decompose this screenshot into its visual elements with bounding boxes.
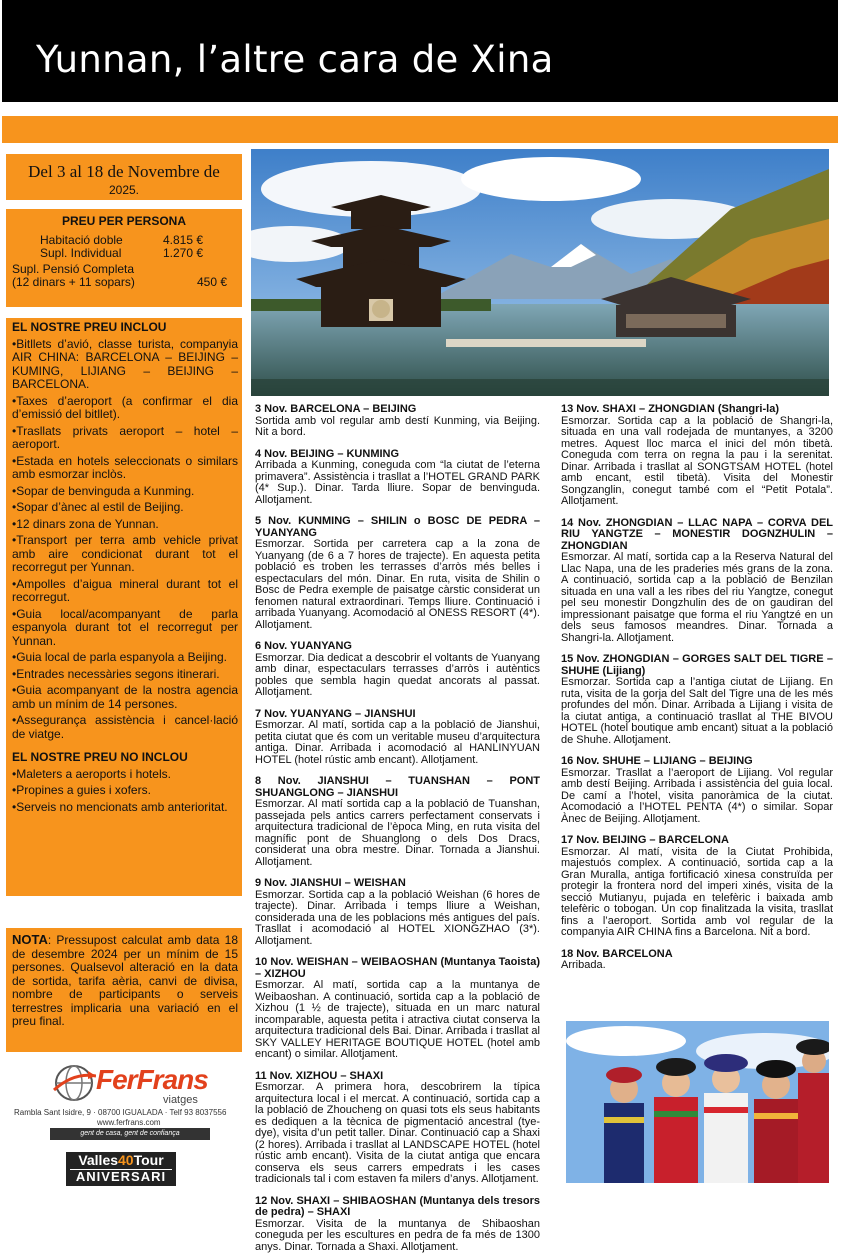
- anniversary-badge: [66, 1152, 176, 1186]
- itinerary-day: [255, 516, 540, 631]
- day-heading: 15 Nov. ZHONGDIAN – GORGES SALT DEL TIGRE – SHUHE (Lijiang): [561, 653, 833, 677]
- day-text: Arribada a Kunming, coneguda com “la ciutat de l’eterna primavera”. Assistència i trasllat a l’HOTEL GRAND PARK (4* Sup.). Dinar. Tarda lliure. Sopar de benvinguda. Allotjament.: [255, 459, 540, 506]
- day-heading: 16 Nov. SHUHE – LIJIANG – BEIJING: [561, 755, 753, 767]
- price-box: [6, 209, 242, 307]
- price-row-double: [40, 233, 240, 247]
- includes-item: •Entrades necessàries segons itinerari.: [12, 668, 238, 682]
- pagoda-lake-photo: [251, 149, 829, 396]
- agency-name: FerFrans: [96, 1064, 208, 1096]
- includes-item: •Trasllats privats aeroport – hotel – aeroport.: [12, 425, 238, 452]
- excludes-item: •Serveis no mencionats amb anterioritat.: [12, 801, 238, 815]
- day-heading: 14 Nov. ZHONGDIAN – LLAC NAPA – CORVA DEL RIU YANGTZE – MONESTIR DOGNZHULIN – ZHONGDIAN: [561, 517, 833, 552]
- itinerary-day: [561, 404, 833, 508]
- day-text: Esmorzar. Visita de la muntanya de Shibaoshan coneguda per les escultures en pedra de fa més de 1300 anys. Dinar. Tornada a Shaxi. Allotjament.: [255, 1218, 540, 1253]
- itinerary-day: [255, 709, 540, 767]
- day-text: Esmorzar. Sortida cap a l’antiga ciutat de Lijiang. En ruta, visita de la gorja del Salt del Tigre una de les més profundes del món. Dinar. Arribada a Lijiang i visita de la ciutat antiga, a continuació trasllat al THE BIVOU HOTEL (hotel boutique amb encant) situat a la població de Shuhe. Allotjament.: [561, 676, 833, 746]
- price-label: Habitació doble: [40, 233, 123, 247]
- note-text: [12, 933, 238, 1029]
- price-title: PREU PER PERSONA: [6, 214, 242, 228]
- excludes-title: EL NOSTRE PREU NO INCLOU: [12, 751, 238, 765]
- day-heading: 18 Nov. BARCELONA: [561, 948, 673, 960]
- day-text: Esmorzar. Trasllat a l’aeroport de Lijiang. Vol regular amb destí Beijing. Arribada i assistència del guia local. De camí a l’hotel, visita panoràmica de la ciutat. Acomodació a l’HOTEL PENTA (4*) o similar. Sopar Ànec de Beijing. Allotjament.: [561, 767, 833, 825]
- badge-part-a: Valles: [78, 1152, 118, 1168]
- includes-item: •Guia acompanyant de la nostra agencia amb un mínim de 14 persones.: [12, 684, 238, 711]
- day-text: Arribada.: [561, 959, 606, 971]
- day-heading: 5 Nov. KUNMING – SHILIN o BOSC DE PEDRA – YUANYANG: [255, 515, 540, 539]
- day-heading: 9 Nov. JIANSHUI – WEISHAN: [255, 877, 406, 889]
- itinerary-day: [561, 949, 833, 972]
- day-text: Esmorzar. Al matí, visita de la Ciutat Prohibida, majestuós complex. A continuació, sortida cap a la Gran Muralla, antiga fortificació xinesa construïda per protegir la frontera nord del imperi xinés, visita de la secció Mutianyu, pujada en telefèric i baixada amb telefèric o tobogan. Un cop finalitzada la visita, trasllat fins a l’aeroport. Sortida amb vol regular de la companyia AIR CHINA fins a Barcelona. Nit a bord.: [561, 846, 833, 939]
- agency-web[interactable]: www.ferfrans.com: [97, 1118, 161, 1127]
- day-heading: 7 Nov. YUANYANG – JIANSHUI: [255, 708, 416, 720]
- day-heading: 4 Nov. BEIJING – KUNMING: [255, 448, 399, 460]
- itinerary-day: [255, 404, 540, 439]
- includes-title: EL NOSTRE PREU INCLOU: [12, 321, 238, 335]
- dates-box: [6, 154, 242, 200]
- day-text: Esmorzar. Sortida cap a la població de Shangri-la, situada en una vall rodejada de muntanyes, a 3200 metres. Aquest lloc marca el inici del món tibetà. Coneguda com terra on regna la pau i la serenitat. Dinar. Arribada i trasllat al SONGTSAM HOTEL (hotel amb encant, estil tibetà). Visita del Monestir Songzanglin, conegut també com el “Petit Potala”. Allotjament.: [561, 415, 833, 508]
- page-title: Yunnan, l’altre cara de Xina: [36, 38, 554, 81]
- itinerary-day: [255, 1071, 540, 1186]
- includes-item: •Sopar de benvinguda a Kunming.: [12, 485, 238, 499]
- day-text: Esmorzar. Al matí sortida cap a la població de Tuanshan, passejada pels antics carrers perfectament conservats i arquitectura tradicional de l’època Ming, en ruta visita del magnífic pont de Shuanglong o dels Dos Dracs, considerat una obra mestre. Dinar. Tornada a Jianshui. Allotjament.: [255, 798, 540, 868]
- itinerary-day: [255, 449, 540, 507]
- day-text: Esmorzar. Al matí, sortida cap a la Reserva Natural del Llac Napa, una de les praderies més grans de la zona. A continuació, sortida cap a la població de Benzilan situada en una vall a les ribes del riu Yangtze, conegut pel seu monestir Dongzhulin des de on gaudiran del impressionant paisatge que forma el riu Yangtzé en un dels seus famosos meandres. Dinar. Tornada a Shangri-la. Allotjament.: [561, 551, 833, 644]
- excludes-item: •Maleters a aeroports i hotels.: [12, 768, 238, 782]
- includes-item: •Assegurança assistència i cancel·lació de viatge.: [12, 714, 238, 741]
- includes-item: •Taxes d’aeroport (a confirmar el dia d’emissió del bitllet).: [12, 395, 238, 422]
- dates-line-2: 2025.: [6, 183, 242, 197]
- day-text: Esmorzar. A primera hora, descobrirem la típica arquitectura local i el mercat. A continuació, sortida cap a la població de Zhoucheng on quasi tots els seus habitants es dediquen a la tècnica de pigmentació ancestral (tye-dye), visita d’un petit taller. Dinar. Continuació cap a Shaxi (2 hores). Arribada i trasllat al LANDSCAPE HOTEL (hotel rústic amb encant). Visita de la ciutat antiga que encara conserva els seus carrers empedrats i les cases tradicionals tal i com estaven fa milers d’anys. Allotjament.: [255, 1081, 540, 1185]
- note-body: : Pressupost calculat amb data 18 de desembre 2024 per un mínim de 15 persones. Qualsevol alteració en la data de sortida, tarifa aèria, canvi de divisa, nombre de participants o serveis terrestres implicaria una variació en el preu final.: [12, 933, 238, 1028]
- itinerary-day: [561, 654, 833, 746]
- includes-item: •Guia local/acompanyant de parla espanyola durant tot el recorregut per Yunnan.: [12, 608, 238, 649]
- title-banner: [2, 0, 838, 102]
- badge-subtitle: ANIVERSARI: [70, 1169, 172, 1184]
- badge-title: [66, 1152, 176, 1169]
- includes-item: •Ampolles d’aigua mineral durant tot el recorregut.: [12, 578, 238, 605]
- price-label: Supl. Individual: [40, 246, 121, 260]
- itinerary-day: [255, 1196, 540, 1253]
- day-heading: 3 Nov. BARCELONA – BEIJING: [255, 403, 416, 415]
- agency-address: Rambla Sant Isidre, 9 · 08700 IGUALADA · Telf 93 8037556: [14, 1108, 254, 1117]
- day-text: Esmorzar. Dia dedicat a descobrir el voltants de Yuanyang amb dinar, espectaculars terrasses d’arròs i autèntics pobles que sembla hagin quedat ancorats al passat. Allotjament.: [255, 652, 540, 699]
- note-label: NOTA: [12, 932, 48, 947]
- agency-sub: viatges: [163, 1094, 198, 1106]
- orange-divider: [2, 116, 838, 143]
- excludes-item: •Propines a guies i xofers.: [12, 784, 238, 798]
- agency-slogan: gent de casa, gent de confiança: [50, 1128, 210, 1140]
- day-heading: 12 Nov. SHAXI – SHIBAOSHAN (Muntanya dels tresors de pedra) – SHAXI: [255, 1195, 540, 1219]
- includes-item: •Transport per terra amb vehicle privat amb aire condicionat durant tot el recorregut per Yunnan.: [12, 534, 238, 575]
- itinerary-day: [561, 756, 833, 825]
- day-text: Esmorzar. Al matí, sortida cap a la muntanya de Weibaoshan. A continuació, sortida cap a la població de Xizhou (1 ½ de trajecte), situada en un marc natural incomparable, aquesta petita i atractiva ciutat conserva la arquitectura tradicional dels Bai. Dinar. Arribada i trasllat al SKY VALLEY HERITAGE BOUTIQUE HOTEL (hotel amb encant) o similar. Allotjament.: [255, 979, 540, 1060]
- includes-item: •12 dinars zona de Yunnan.: [12, 518, 238, 532]
- itinerary-day: [561, 835, 833, 939]
- women-illustration: [566, 1021, 829, 1183]
- note-box: [6, 928, 242, 1052]
- itinerary-day: [255, 641, 540, 699]
- itinerary-column-1: [255, 404, 540, 1253]
- includes-item: •Guia local de parla espanyola a Beijing.: [12, 651, 238, 665]
- dates-line-1: Del 3 al 18 de Novembre de: [6, 162, 242, 182]
- day-heading: 6 Nov. YUANYANG: [255, 640, 352, 652]
- globe-icon: [52, 1062, 96, 1104]
- agency-logo: [50, 1062, 250, 1142]
- day-heading: 13 Nov. SHAXI – ZHONGDIAN (Shangri-la): [561, 403, 779, 415]
- itinerary-day: [255, 957, 540, 1061]
- badge-number: 40: [118, 1152, 134, 1168]
- price-value: 1.270 €: [163, 246, 203, 260]
- day-heading: 8 Nov. JIANSHUI – TUANSHAN – PONT SHUANGLONG – JIANSHUI: [255, 775, 540, 799]
- itinerary-column-2: [561, 404, 833, 982]
- badge-part-b: Tour: [134, 1152, 164, 1168]
- supplement-line-1: Supl. Pensió Completa: [12, 263, 237, 276]
- price-value: 4.815 €: [163, 233, 203, 247]
- day-text: Sortida amb vol regular amb destí Kunming, via Beijing. Nit a bord.: [255, 415, 540, 439]
- includes-box: [6, 318, 242, 896]
- day-heading: 10 Nov. WEISHAN – WEIBAOSHAN (Muntanya Taoista) – XIZHOU: [255, 956, 540, 980]
- price-row-single: [40, 246, 240, 260]
- day-text: Esmorzar. Sortida cap a la població Weishan (6 hores de trajecte). Dinar. Arribada i temps lliure a Weishan, considerada una de les poblacions més antigues del país. Trasllat i acomodació al HOTEL XIONGZHAO (3*). Allotjament.: [255, 889, 540, 947]
- day-heading: 11 Nov. XIZHOU – SHAXI: [255, 1070, 383, 1082]
- yi-women-photo: [566, 1021, 829, 1183]
- full-board-supplement: [12, 263, 237, 289]
- day-text: Esmorzar. Al matí, sortida cap a la població de Jianshui, petita ciutat que és com un veritable museu d’arquitectura antiga. Dinar. Arribada i acomodació al HANLINYUAN HOTEL (hotel rústic amb encant). Allotjament.: [255, 719, 540, 766]
- day-heading: 17 Nov. BEIJING – BARCELONA: [561, 834, 729, 846]
- includes-item: •Sopar d’ànec al estil de Beijing.: [12, 501, 238, 515]
- supplement-value: 450 €: [197, 276, 227, 289]
- supplement-line-2: (12 dinars + 11 sopars): [12, 276, 237, 289]
- pagoda-lake-illustration: [251, 149, 829, 396]
- day-text: Esmorzar. Sortida per carretera cap a la zona de Yuanyang (de 6 a 7 hores de trajecte). En aquesta petita població es troben les terrasses d’arròs més belles i espectaculars del món. Dinar. En ruta, visita de Shilin o Bosc de Pedra exemple de paisatge càrstic considerat un fenomen natural extraordinari. Temps lliure. Continuació i arribada Yuanyang. Acomodació al ONESS RESORT (4*). Allotjament.: [255, 538, 540, 631]
- includes-item: •Bitllets d’avió, classe turista, companyia AIR CHINA: BARCELONA – BEIJING – KUMING, LIJIANG – BEIJING – BARCELONA.: [12, 338, 238, 392]
- includes-item: •Estada en hotels seleccionats o similars amb esmorzar inclòs.: [12, 455, 238, 482]
- itinerary-day: [255, 878, 540, 947]
- itinerary-day: [561, 518, 833, 645]
- itinerary-day: [255, 776, 540, 868]
